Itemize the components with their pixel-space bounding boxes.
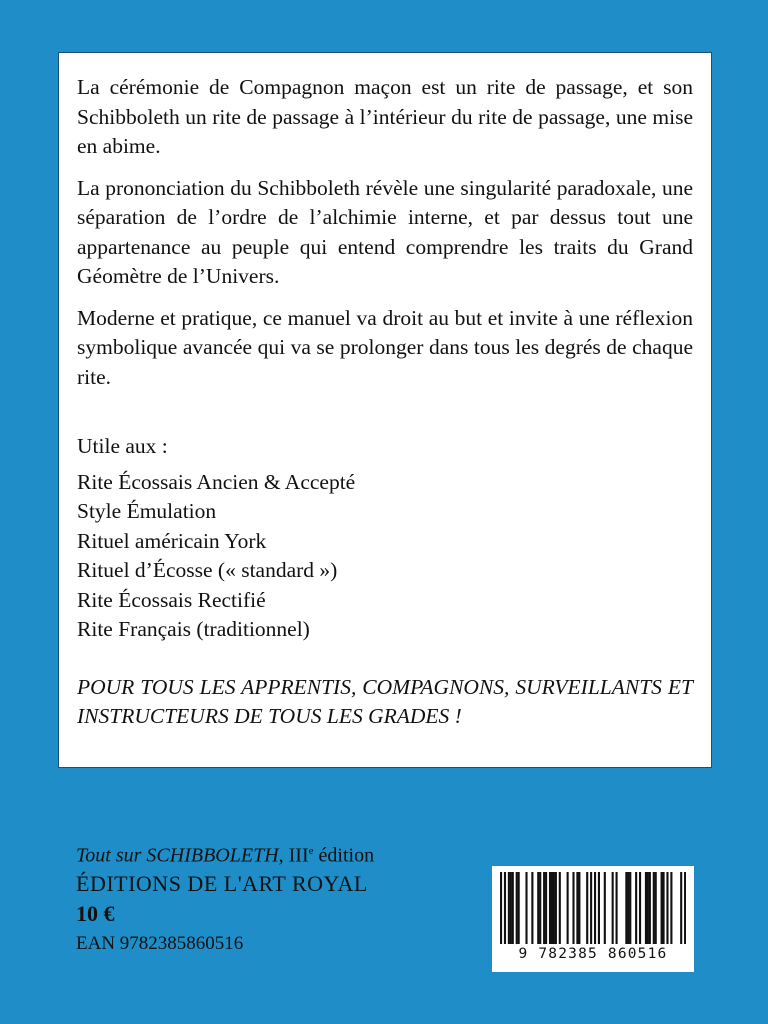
barcode-bar <box>649 872 651 944</box>
barcode-bar <box>576 872 578 944</box>
barcode-bar <box>553 872 555 944</box>
barcode-bar <box>647 872 649 944</box>
barcode-bars <box>500 872 686 944</box>
edition-number: III <box>283 844 309 867</box>
barcode-bar <box>680 872 682 944</box>
barcode-bar <box>653 872 655 944</box>
barcode-bar <box>612 872 614 944</box>
rite-item: Rituel d’Écosse (« standard ») <box>77 558 338 582</box>
edition-line <box>76 838 374 869</box>
barcode-bar <box>567 872 569 944</box>
barcode-bar <box>629 872 631 944</box>
utile-label: Utile aux : <box>77 434 168 458</box>
slogan: POUR TOUS LES APPRENTIS, COMPAGNONS, SURVEILLANTS ET INSTRUCTEURS DE TOUS LES GRADES ! <box>77 674 693 728</box>
barcode-bar <box>512 872 514 944</box>
barcode-bar <box>590 872 592 944</box>
barcode-bar <box>604 872 606 944</box>
barcode-digits: 9 782385 860516 <box>518 946 668 962</box>
barcode-bar <box>627 872 629 944</box>
price: 10 € <box>76 900 115 926</box>
barcode-bar <box>639 872 641 944</box>
barcode-bar <box>525 872 527 944</box>
barcode-bar <box>545 872 547 944</box>
barcode-bar <box>635 872 637 944</box>
barcode-bar <box>504 872 506 944</box>
barcode-bar <box>625 872 627 944</box>
barcode-bar <box>663 872 665 944</box>
barcode-bar <box>555 872 557 944</box>
barcode-bar <box>537 872 539 944</box>
barcode-bar <box>559 872 561 944</box>
barcode-bar <box>670 872 672 944</box>
barcode-bar <box>572 872 574 944</box>
barcode <box>492 866 694 972</box>
barcode-bar <box>645 872 647 944</box>
barcode-bar <box>543 872 545 944</box>
barcode-bar <box>551 872 553 944</box>
barcode-bar <box>594 872 596 944</box>
rite-item: Rite Écossais Rectifié <box>77 587 266 612</box>
barcode-bar <box>655 872 657 944</box>
rite-item: Rite Écossais Ancien & Accepté <box>77 469 356 494</box>
description-panel <box>58 52 712 768</box>
barcode-bar <box>531 872 533 944</box>
description-paragraph-1: La cérémonie de Compagnon maçon est un rite de passage, et son Schibboleth un rite de passage à l’intérieur du rite de passage, une mise en abime. <box>77 75 693 158</box>
ean-number: EAN 9782385860516 <box>76 932 244 954</box>
barcode-bar <box>508 872 510 944</box>
barcode-bar <box>661 872 663 944</box>
rite-item: Rite Français (traditionnel) <box>77 617 310 641</box>
barcode-bar <box>666 872 668 944</box>
publisher-name: ÉDITIONS DE L'ART ROYAL <box>76 870 368 896</box>
barcode-bar <box>684 872 686 944</box>
barcode-bar <box>516 872 518 944</box>
edition-superscript: e <box>308 845 314 857</box>
barcode-bar <box>510 872 512 944</box>
rite-item: Rituel américain York <box>77 528 267 553</box>
barcode-bar <box>549 872 551 944</box>
barcode-bar <box>616 872 618 944</box>
rite-item: Style Émulation <box>77 499 217 523</box>
barcode-bar <box>500 872 502 944</box>
barcode-bar <box>598 872 600 944</box>
barcode-bar <box>586 872 588 944</box>
publication-info <box>76 838 374 959</box>
barcode-bar <box>518 872 520 944</box>
barcode-bar <box>539 872 541 944</box>
edition-title: Tout sur SCHIBBOLETH, <box>76 844 284 867</box>
description-paragraph-3: Moderne et pratique, ce manuel va droit au but et invite à une réflexion symbolique avancée qui va se prolonger dans tous les degrés de chaque rite. <box>77 305 693 389</box>
barcode-bar <box>578 872 580 944</box>
description-paragraph-2: La prononciation du Schibboleth révèle une singularité paradoxale, une séparation de l’ordre de l’alchimie interne, et par dessus tout une appartenance au peuple qui entend comprendre les traits du Grand Géomètre de l’Univers. <box>77 175 693 288</box>
rites-list <box>77 468 693 645</box>
edition-word: édition <box>313 844 375 867</box>
